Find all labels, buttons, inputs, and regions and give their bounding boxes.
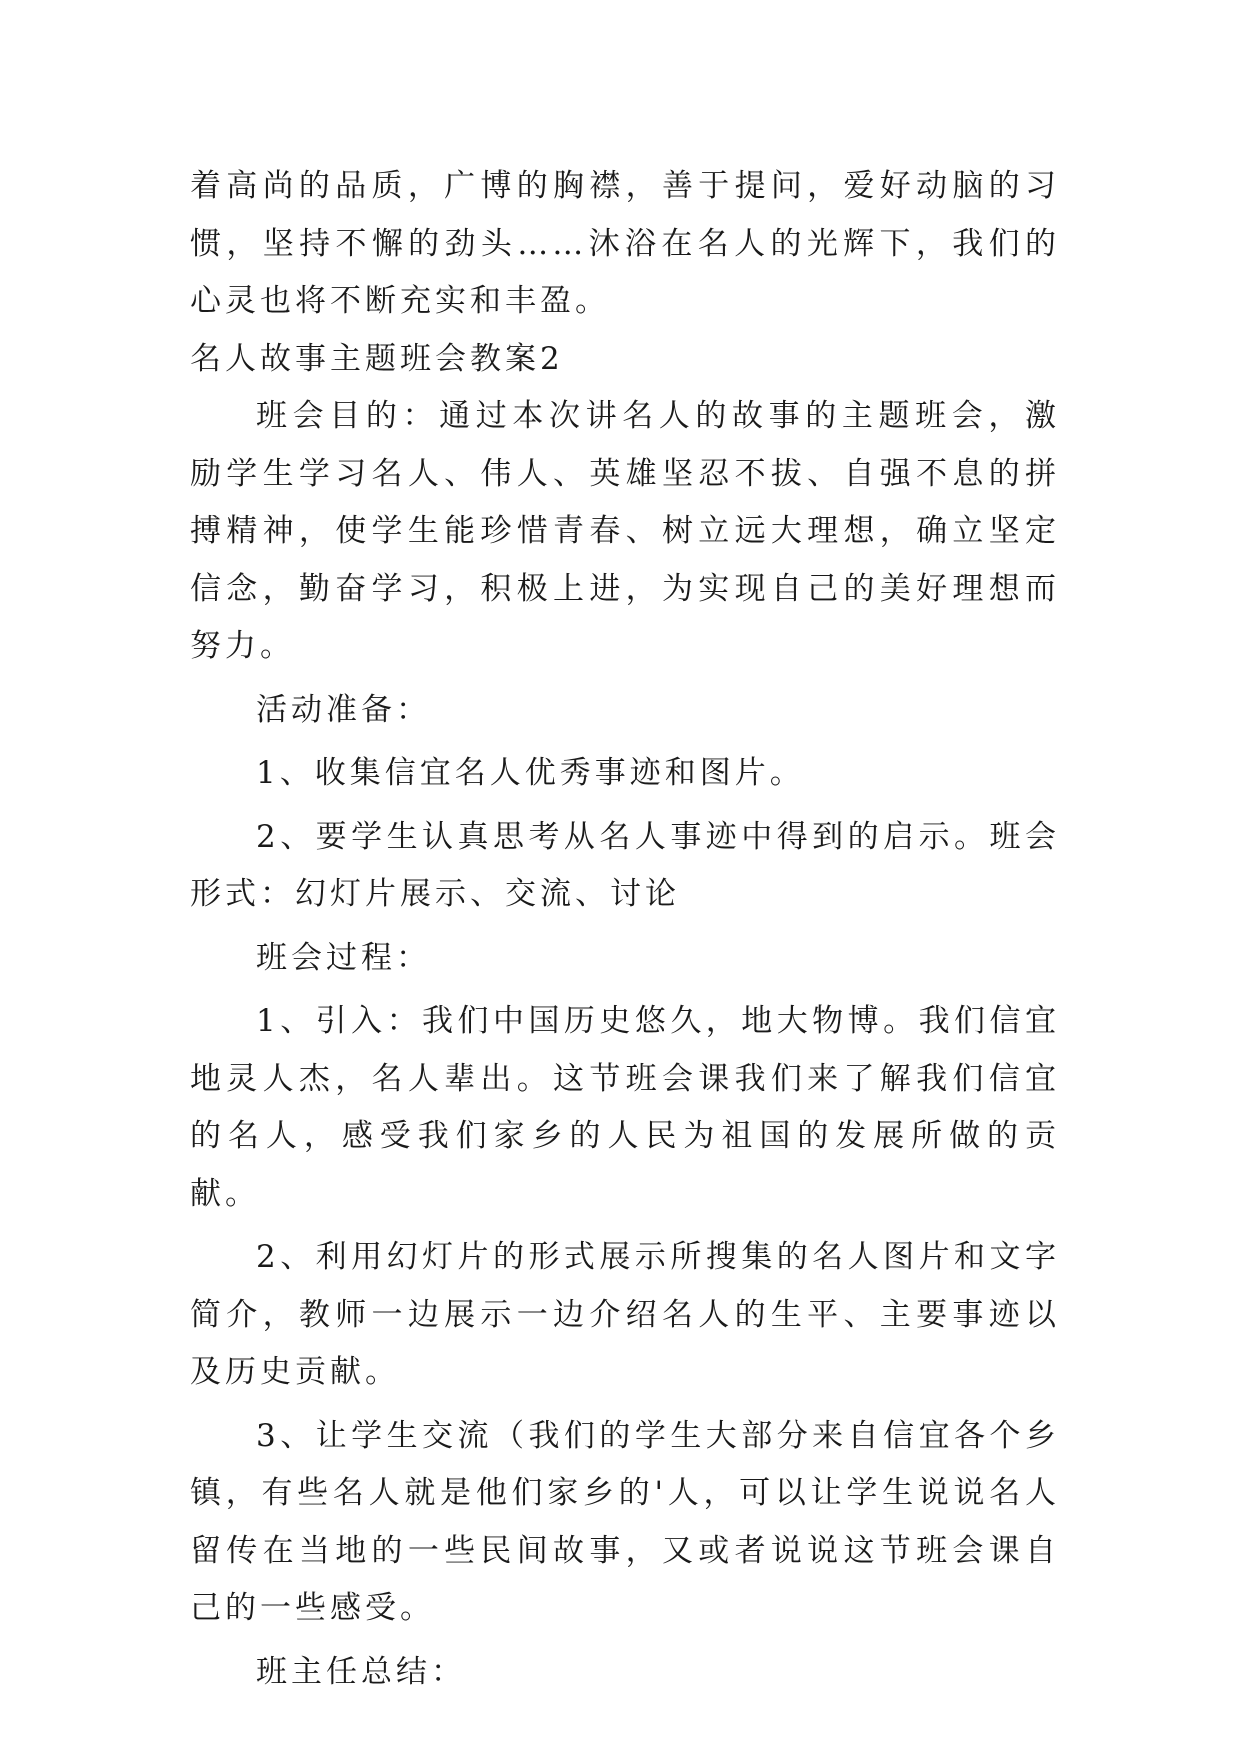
- paragraph-purpose: 班会目的：通过本次讲名人的故事的主题班会，激励学生学习名人、伟人、英雄坚忍不拔、自强不息的拼搏精神，使学生能珍惜青春、树立远大理想，确立坚定信念，勤奋学习，积极上进，为实现自己的美好理想而努力。: [190, 398, 1060, 664]
- section-heading: 名人故事主题班会教案2: [190, 340, 564, 377]
- paragraph-process-step-3: 3、让学生交流（我们的学生大部分来自信宜各个乡镇，有些名人就是他们家乡的'人，可以让学生说说名人留传在当地的一些民间故事，又或者说说这节班会课自己的一些感受。: [190, 1417, 1060, 1626]
- paragraph-summary-label: 班主任总结：: [256, 1653, 466, 1690]
- document-body: [190, 158, 1060, 1701]
- paragraph-preparation-item-1: 1、收集信宜名人优秀事迹和图片。: [256, 755, 805, 791]
- paragraph-preparation-label: 活动准备：: [256, 691, 431, 728]
- paragraph-process-step-2: 2、利用幻灯片的形式展示所搜集的名人图片和文字简介，教师一边展示一边介绍名人的生平、主要事迹以及历史贡献。: [190, 1239, 1060, 1390]
- paragraph-process-step-1: 1、引入：我们中国历史悠久，地大物博。我们信宜地灵人杰，名人辈出。这节班会课我们来了解我们信宜的名人，感受我们家乡的人民为祖国的发展所做的贡献。: [190, 1003, 1060, 1212]
- paragraph-process-label: 班会过程：: [256, 939, 431, 976]
- paragraph-continuation: 着高尚的品质，广博的胸襟，善于提问，爱好动脑的习惯，坚持不懈的劲头……沐浴在名人的光辉下，我们的心灵也将不断充实和丰盈。: [190, 168, 1060, 319]
- paragraph-preparation-item-2: 2、要学生认真思考从名人事迹中得到的启示。班会形式：幻灯片展示、交流、讨论: [190, 818, 1060, 912]
